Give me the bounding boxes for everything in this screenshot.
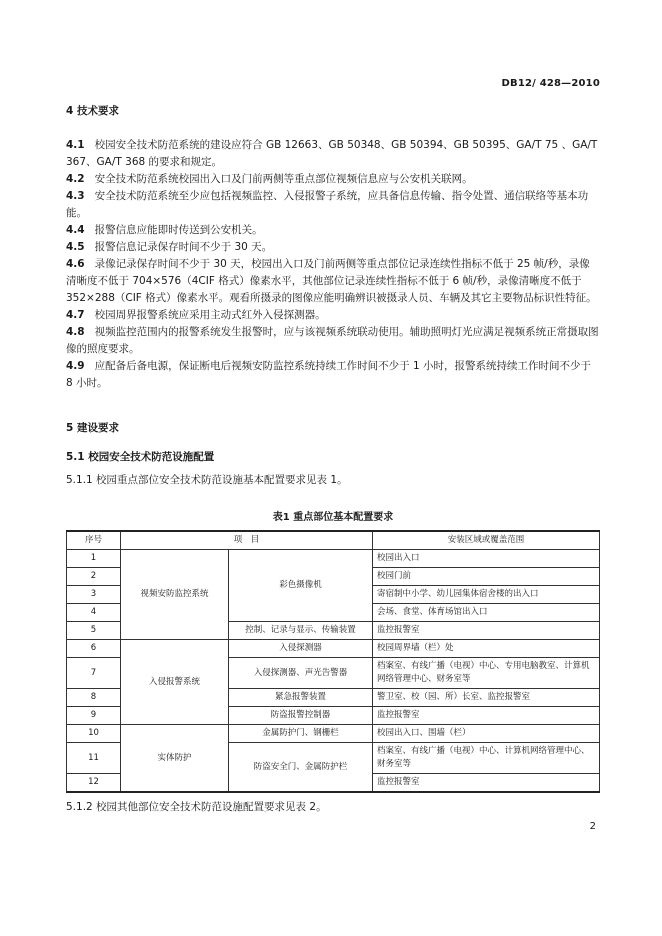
table-row: 12 监控报警室 <box>67 774 600 793</box>
section-5-1-heading: 5.1 校园安全技术防范设施配置 <box>66 451 215 463</box>
table-header-row <box>67 531 600 550</box>
table-1-caption: 表1 重点部位基本配置要求 <box>272 512 394 523</box>
group-video: 视频安防监控系统 <box>121 550 229 640</box>
clause-4-4: 4.4 报警信息应能即时传送到公安机关。 <box>66 224 263 236</box>
item-security-door: 防盗安全门、金属防护栏 <box>229 743 373 793</box>
section-4 <box>66 103 600 392</box>
item-controller: 防盗报警控制器 <box>229 707 373 725</box>
clause-4-8: 4.8 视频监控范围内的报警系统发生报警时，应与该视频系统联动使用。辅助照明灯光应满足视频系统正常摄取图像的照度要求。 <box>66 326 599 355</box>
clause-4-3: 4.3 安全技术防范系统至少应包括视频监控、入侵报警子系统，应具备信息传输、指令处置、通信联络等基本功能。 <box>66 190 589 219</box>
group-physical: 实体防护 <box>121 725 229 793</box>
table-row: 5 控制、记录与显示、传输装置 监控报警室 <box>67 622 600 640</box>
clause-4-2: 4.2 安全技术防范系统校园出入口及门前两侧等重点部位视频信息应与公安机关联网。 <box>66 173 473 185</box>
item-detector: 入侵探测器 <box>229 640 373 658</box>
section-5-1-2 <box>66 799 600 816</box>
table-row: 11 防盗安全门、金属防护栏 档案室、有线广播（电视）中心、计算机网络管理中心、财务室等 <box>67 743 600 774</box>
header-no: 序号 <box>67 531 121 550</box>
table-row: 10 实体防护 金属防护门、钢栅栏 校园出入口、围墙（栏） <box>67 725 600 743</box>
clause-4-9: 4.9 应配备后备电源，保证断电后视频安防监控系统持续工作时间不少于 1 小时，报警系统持续工作时间不少于 8 小时。 <box>66 360 591 389</box>
header-item: 项 目 <box>121 531 373 550</box>
clause-4-6: 4.6 录像记录保存时间不少于 30 天，校园出入口及门前两侧等重点部位记录连续性指标不低于 25 帧/秒，录像清晰度不低于 704×576（4CIF 格式）像素水平，其他部位记录连续性指标不低于 6 帧/秒，录像清晰度不低于 352×288（CIF 格式）像素水平。观看所摄录的图像应能明确辨识被摄录人员、车辆及其它主要物品标识性特征。 <box>66 258 597 304</box>
clause-5-1-2: 5.1.2 校园其他部位安全技术防范设施配置要求见表 2。 <box>66 801 327 813</box>
clause-4-5: 4.5 报警信息记录保存时间不少于 30 天。 <box>66 241 273 253</box>
item-emergency: 紧急报警装置 <box>229 689 373 707</box>
group-intrusion: 入侵报警系统 <box>121 640 229 725</box>
table-row: 1 视频安防监控系统 彩色摄像机 校园出入口 <box>67 550 600 568</box>
item-detector-alarm: 入侵探测器、声光告警器 <box>229 658 373 689</box>
clause-4-1: 4.1 校园安全技术防范系统的建设应符合 GB 12663、GB 50348、GB 50394、GB 50395、GA/T 75 、GA/T 367、GA/T 368 的要求和规定。 <box>66 139 598 168</box>
clause-4-7: 4.7 校园周界报警系统应采用主动式红外入侵探测器。 <box>66 309 326 321</box>
table-row: 9 防盗报警控制器 监控报警室 <box>67 707 600 725</box>
table-row: 2 校园门前 <box>67 568 600 586</box>
item-camera: 彩色摄像机 <box>229 550 373 622</box>
page-number: 2 <box>589 821 596 832</box>
section-5 <box>66 420 600 489</box>
table-row: 4 会场、食堂、体育场馆出入口 <box>67 604 600 622</box>
table-row: 8 紧急报警装置 警卫室、校（园、所）长室、监控报警室 <box>67 689 600 707</box>
standard-number: DB12/ 428—2010 <box>501 78 600 89</box>
section-5-heading: 5 建设要求 <box>66 422 119 434</box>
header-area: 安装区域或覆盖范围 <box>373 531 600 550</box>
section-4-heading: 4 技术要求 <box>66 105 119 117</box>
table-row: 6 入侵报警系统 入侵探测器 校园周界墙（栏）处 <box>67 640 600 658</box>
table-1 <box>66 530 600 793</box>
table-row: 3 寄宿制中小学、幼儿园集体宿舍楼的出入口 <box>67 586 600 604</box>
item-control: 控制、记录与显示、传输装置 <box>229 622 373 640</box>
clause-5-1-1: 5.1.1 校园重点部位安全技术防范设施基本配置要求见表 1。 <box>66 474 348 486</box>
table-row: 7 入侵探测器、声光告警器 档案室、有线广播（电视）中心、专用电脑教室、计算机网络管理中心、财务室等 <box>67 658 600 689</box>
item-metal-door: 金属防护门、钢栅栏 <box>229 725 373 743</box>
